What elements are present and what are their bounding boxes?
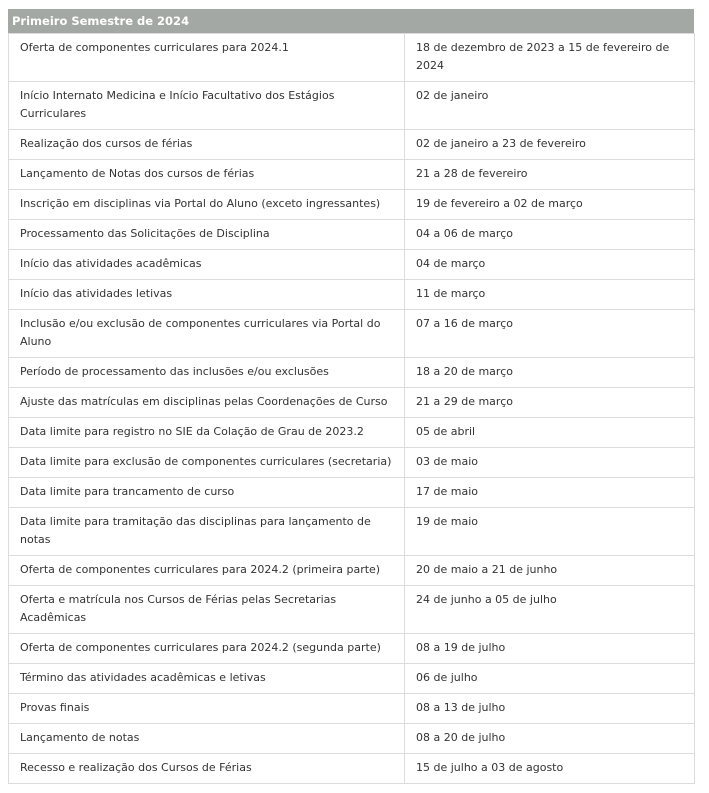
- activity-cell: Inscrição em disciplinas via Portal do Aluno (exceto ingressantes): [9, 190, 405, 220]
- activity-cell: Data limite para registro no SIE da Colação de Grau de 2023.2: [9, 418, 405, 448]
- activity-cell: Data limite para exclusão de componentes curriculares (secretaria): [9, 448, 405, 478]
- date-cell: 06 de julho: [405, 664, 695, 694]
- activity-cell: Oferta de componentes curriculares para 2024.2 (primeira parte): [9, 556, 405, 586]
- activity-cell: Oferta de componentes curriculares para 2024.1: [9, 34, 405, 82]
- table-row: [9, 280, 695, 310]
- table-row: [9, 634, 695, 664]
- date-cell: 03 de maio: [405, 448, 695, 478]
- date-cell: 18 de dezembro de 2023 a 15 de fevereiro de 2024: [405, 34, 695, 82]
- table-row: [9, 586, 695, 634]
- date-cell: 17 de maio: [405, 478, 695, 508]
- academic-calendar-table: [8, 33, 695, 784]
- activity-cell: Início das atividades acadêmicas: [9, 250, 405, 280]
- activity-cell: Início das atividades letivas: [9, 280, 405, 310]
- table-row: [9, 310, 695, 358]
- table-row: [9, 358, 695, 388]
- date-cell: 24 de junho a 05 de julho: [405, 586, 695, 634]
- date-cell: 08 a 19 de julho: [405, 634, 695, 664]
- date-cell: 08 a 13 de julho: [405, 694, 695, 724]
- date-cell: 05 de abril: [405, 418, 695, 448]
- activity-cell: Data limite para tramitação das disciplinas para lançamento de notas: [9, 508, 405, 556]
- table-row: [9, 250, 695, 280]
- table-row: [9, 478, 695, 508]
- date-cell: 07 a 16 de março: [405, 310, 695, 358]
- table-row: [9, 130, 695, 160]
- date-cell: 02 de janeiro: [405, 82, 695, 130]
- table-row: [9, 160, 695, 190]
- activity-cell: Inclusão e/ou exclusão de componentes curriculares via Portal do Aluno: [9, 310, 405, 358]
- date-cell: 02 de janeiro a 23 de fevereiro: [405, 130, 695, 160]
- activity-cell: Oferta de componentes curriculares para 2024.2 (segunda parte): [9, 634, 405, 664]
- activity-cell: Provas finais: [9, 694, 405, 724]
- date-cell: 21 a 28 de fevereiro: [405, 160, 695, 190]
- date-cell: 11 de março: [405, 280, 695, 310]
- table-row: [9, 82, 695, 130]
- date-cell: 20 de maio a 21 de junho: [405, 556, 695, 586]
- table-row: [9, 34, 695, 82]
- date-cell: 08 a 20 de julho: [405, 724, 695, 754]
- activity-cell: Lançamento de notas: [9, 724, 405, 754]
- table-row: [9, 220, 695, 250]
- date-cell: 21 a 29 de março: [405, 388, 695, 418]
- activity-cell: Lançamento de Notas dos cursos de férias: [9, 160, 405, 190]
- activity-cell: Oferta e matrícula nos Cursos de Férias pelas Secretarias Acadêmicas: [9, 586, 405, 634]
- activity-cell: Data limite para trancamento de curso: [9, 478, 405, 508]
- date-cell: 19 de fevereiro a 02 de março: [405, 190, 695, 220]
- date-cell: 04 a 06 de março: [405, 220, 695, 250]
- date-cell: 19 de maio: [405, 508, 695, 556]
- table-row: [9, 448, 695, 478]
- date-cell: 15 de julho a 03 de agosto: [405, 754, 695, 784]
- table-row: [9, 508, 695, 556]
- table-row: [9, 664, 695, 694]
- activity-cell: Recesso e realização dos Cursos de Férias: [9, 754, 405, 784]
- activity-cell: Período de processamento das inclusões e/ou exclusões: [9, 358, 405, 388]
- date-cell: 18 a 20 de março: [405, 358, 695, 388]
- table-row: [9, 694, 695, 724]
- activity-cell: Ajuste das matrículas em disciplinas pelas Coordenações de Curso: [9, 388, 405, 418]
- table-row: [9, 724, 695, 754]
- activity-cell: Início Internato Medicina e Início Facultativo dos Estágios Curriculares: [9, 82, 405, 130]
- table-row: [9, 754, 695, 784]
- page-title: Primeiro Semestre de 2024: [8, 9, 694, 33]
- date-cell: 04 de março: [405, 250, 695, 280]
- activity-cell: Realização dos cursos de férias: [9, 130, 405, 160]
- table-row: [9, 418, 695, 448]
- table-row: [9, 556, 695, 586]
- calendar-panel: [8, 9, 694, 784]
- activity-cell: Processamento das Solicitações de Disciplina: [9, 220, 405, 250]
- table-row: [9, 190, 695, 220]
- table-row: [9, 388, 695, 418]
- activity-cell: Término das atividades acadêmicas e letivas: [9, 664, 405, 694]
